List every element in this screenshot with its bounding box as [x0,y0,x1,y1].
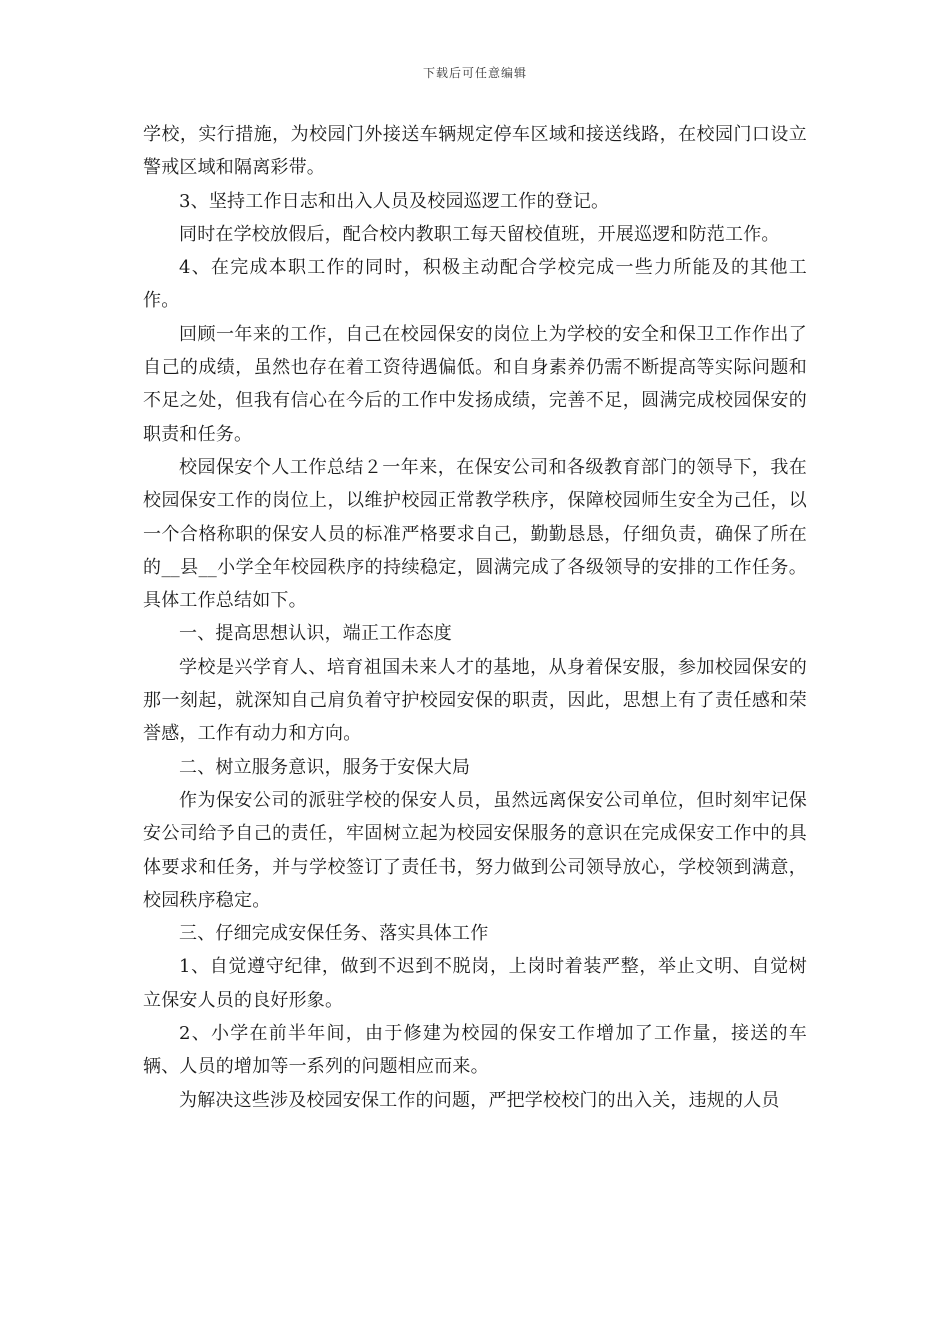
document-body [143,118,807,1117]
section-heading: 二、树立服务意识，服务于安保大局 [179,756,471,778]
paragraph: 为解决这些涉及校园安保工作的问题，严把学校校门的出入关，违规的人员 [179,1089,780,1111]
paragraph: 4、在完成本职工作的同时，积极主动配合学校完成一些力所能及的其他工作。 [143,257,807,312]
paragraph: 同时在学校放假后，配合校内教职工每天留校值班，开展巡逻和防范工作。 [179,223,780,245]
paragraph: 回顾一年来的工作，自己在校园保安的岗位上为学校的安全和保卫工作作出了自己的成绩，虽然也存在着工资待遇偏低。和自身素养仍需不断提高等实际问题和不足之处，但我有信心在今后的工作中发扬成绩，完善不足，圆满完成校园保安的职责和任务。 [143,323,807,445]
paragraph: 作为保安公司的派驻学校的保安人员，虽然远离保安公司单位，但时刻牢记保安公司给予自己的责任，牢固树立起为校园安保服务的意识在完成保安工作中的具体要求和任务，并与学校签订了责任书，努力做到公司领导放心，学校领到满意，校园秩序稳定。 [143,789,807,911]
paragraph: 学校，实行措施，为校园门外接送车辆规定停车区域和接送线路，在校园门口设立警戒区域和隔离彩带。 [143,124,807,179]
page-header: 下载后可任意编辑 [422,66,527,80]
paragraph: 2、小学在前半年间，由于修建为校园的保安工作增加了工作量，接送的车辆、人员的增加等一系列的问题相应而来。 [143,1023,807,1078]
paragraph: 学校是兴学育人、培育祖国未来人才的基地，从身着保安服，参加校园保安的那一刻起，就深知自己肩负着守护校园安保的职责，因此，思想上有了责任感和荣誉感，工作有动力和方向。 [143,656,807,745]
paragraph: 3、坚持工作日志和出入人员及校园巡逻工作的登记。 [179,190,610,212]
section-heading: 一、提高思想认识，端正工作态度 [179,623,452,645]
paragraph: 1、自觉遵守纪律，做到不迟到不脱岗，上岗时着装严整，举止文明、自觉树立保安人员的良好形象。 [143,956,807,1011]
section-heading: 三、仔细完成安保任务、落实具体工作 [179,923,489,945]
paragraph: 校园保安个人工作总结２一年来，在保安公司和各级教育部门的领导下，我在校园保安工作的岗位上，以维护校园正常教学秩序，保障校园师生安全为己任，以一个合格称职的保安人员的标准严格要求自己，勤勤恳恳，仔细负责，确保了所在的__县__小学全年校园秩序的持续稳定，圆满完成了各级领导的安排的工作任务。具体工作总结如下。 [143,456,807,612]
